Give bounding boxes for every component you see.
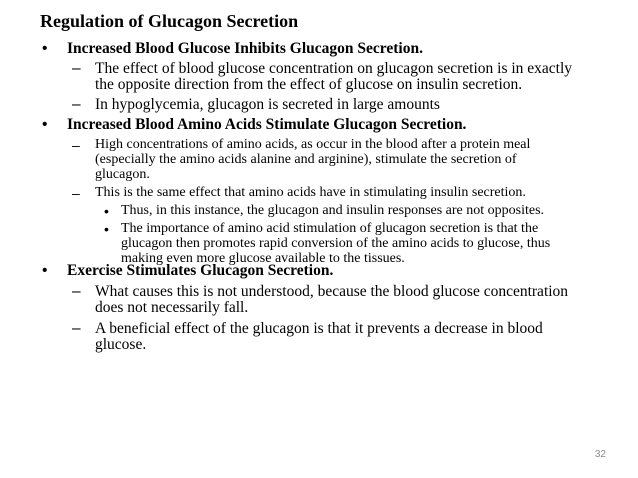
item-text-line: In hypoglycemia, glucagon is secreted in large amounts [95,96,440,113]
dash-marker: – [72,320,81,337]
dash-marker: – [72,185,80,201]
item-text-line: glucagon. [95,167,150,182]
bullet-marker: • [42,116,48,133]
item-text-line: What causes this is not understood, because the blood glucose concentration [95,283,569,300]
slide-title: Regulation of Glucagon Secretion [40,11,299,31]
item-text-line: A beneficial effect of the glucagon is that it prevents a decrease in blood [95,320,543,337]
item-text-line: The effect of blood glucose concentration on glucagon secretion is in exactly [95,60,573,77]
bullet-marker: • [42,40,48,57]
dash-marker: – [72,96,81,113]
page-number: 32 [594,449,606,460]
item-text-line: High concentrations of amino acids, as occur in the blood after a protein meal [95,137,531,152]
item-text-line: This is the same effect that amino acids have in stimulating insulin secretion. [95,185,526,200]
dash-marker: – [72,283,81,300]
subitem-text-line: glucagon then promotes rapid conversion of the amino acids to glucose, thus [121,236,551,251]
section-heading-glucose: Increased Blood Glucose Inhibits Glucagon Secretion. [67,40,423,57]
subitem-text-line: The importance of amino acid stimulation of glucagon secretion is that the [121,221,539,236]
item-text-line: does not necessarily fall. [95,299,249,316]
bullet-marker: • [104,221,109,237]
dash-marker: – [72,60,81,77]
section-heading-amino-acids: Increased Blood Amino Acids Stimulate Glucagon Secretion. [67,116,467,133]
item-text-line: (especially the amino acids alanine and arginine), stimulate the secretion of [95,152,517,167]
bullet-marker: • [104,203,109,219]
item-text-line: glucose. [95,336,147,353]
bullet-marker: • [42,262,48,279]
subitem-text-line: Thus, in this instance, the glucagon and insulin responses are not opposites. [121,203,545,218]
item-text-line: the opposite direction from the effect of glucose on insulin secretion. [95,76,523,93]
subitem-text-line: making even more glucose available to the tissues. [121,251,405,266]
section-heading-exercise: Exercise Stimulates Glucagon Secretion. [67,262,334,279]
dash-marker: – [72,137,80,153]
